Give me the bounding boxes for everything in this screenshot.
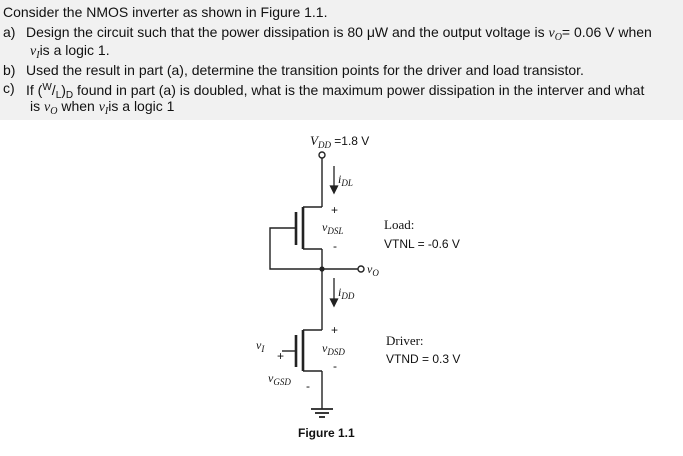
part-a-marker: a): [3, 24, 16, 40]
vo-subscript: O: [50, 106, 58, 117]
idd-subscript: DD: [341, 291, 355, 301]
vdd-symbol: V: [310, 133, 318, 148]
ratio-close: ): [61, 82, 66, 98]
part-c-text-5: is a logic 1: [108, 98, 175, 114]
vi-symbol: v: [256, 338, 262, 352]
vgsd-symbol: v: [268, 371, 274, 385]
vo-symbol: v: [367, 262, 373, 276]
ground-icon: [311, 409, 333, 417]
vgsd-minus: -: [306, 379, 310, 393]
driver-vt: VTND = 0.3 V: [386, 352, 461, 366]
vdsl-symbol: v: [322, 220, 328, 234]
idd-arrow-head: [331, 299, 338, 306]
part-a-text-2: = 0.06 V when: [561, 24, 652, 40]
load-vt: VTNL = -0.6 V: [384, 237, 460, 251]
vo-subscript: O: [554, 32, 562, 43]
vdsl-label: [322, 220, 343, 236]
vo-subscript: O: [372, 268, 379, 278]
part-c-text-4: when: [57, 98, 99, 114]
vi-subscript: I: [104, 106, 109, 117]
part-b-marker: b): [3, 62, 16, 78]
vgsd-plus: +: [277, 349, 285, 363]
output-node-dot: [319, 266, 324, 271]
vi-subscript: I: [36, 50, 40, 61]
vdsl-minus: -: [333, 239, 337, 253]
vdsd-subscript: DSD: [327, 347, 345, 357]
nmos-inverter-figure: [230, 125, 490, 455]
vdsd-label: [322, 341, 345, 357]
part-b-text: Used the result in part (a), determine the transition points for the driver and load transistor.: [26, 62, 584, 78]
ratio-denominator: L: [55, 90, 62, 101]
problem-statement: [0, 0, 683, 120]
vdsl-plus: +: [331, 203, 339, 217]
part-a-text-3: is a logic 1.: [39, 42, 110, 58]
vdsd-plus: +: [331, 323, 339, 337]
part-c-line-2: [30, 97, 174, 121]
idl-label: [338, 172, 353, 188]
part-c-marker: c): [3, 80, 15, 96]
driver-title: Driver:: [386, 333, 424, 348]
part-c-text-1: If (: [26, 82, 43, 98]
circuit-schematic: [230, 125, 490, 455]
idd-symbol: i: [338, 285, 342, 299]
part-c-text-2: found in part (a) is doubled, what is the maximum power dissipation in the interver and what: [73, 82, 645, 98]
vgsd-label: [268, 371, 291, 387]
vdd-label: [310, 133, 369, 150]
vo-symbol: v: [44, 100, 51, 115]
vdd-terminal: [319, 152, 325, 158]
vi-subscript: I: [261, 344, 265, 354]
vdd-value: =1.8 V: [330, 134, 370, 148]
output-terminal: [358, 266, 364, 272]
load-title: Load:: [384, 217, 415, 232]
vdd-subscript: DD: [317, 140, 331, 150]
intro-text: Consider the NMOS inverter as shown in Figure 1.1.: [3, 4, 328, 20]
vdsd-minus: -: [333, 359, 337, 373]
vi-symbol: v: [98, 100, 105, 115]
vi-label: [256, 338, 264, 354]
ratio-numerator: W: [42, 82, 52, 93]
part-c-text-3: is: [30, 98, 44, 114]
vo-symbol: v: [548, 26, 555, 41]
vgsd-subscript: GSD: [273, 377, 291, 387]
part-a-line-1: [26, 23, 652, 47]
vdsl-subscript: DSL: [327, 226, 344, 236]
idl-arrow-head: [331, 186, 338, 193]
vi-symbol: v: [30, 44, 37, 59]
idl-symbol: i: [338, 172, 342, 186]
vo-label: [367, 262, 379, 278]
idl-subscript: DL: [341, 178, 353, 188]
vdsd-symbol: v: [322, 341, 328, 355]
ratio-subscript: D: [65, 90, 74, 101]
figure-caption: Figure 1.1: [298, 426, 355, 440]
part-a-text-1: Design the circuit such that the power dissipation is 80 μW and the output voltage is: [26, 24, 549, 40]
ratio-slash: /: [51, 82, 56, 98]
idd-label: [338, 285, 354, 301]
